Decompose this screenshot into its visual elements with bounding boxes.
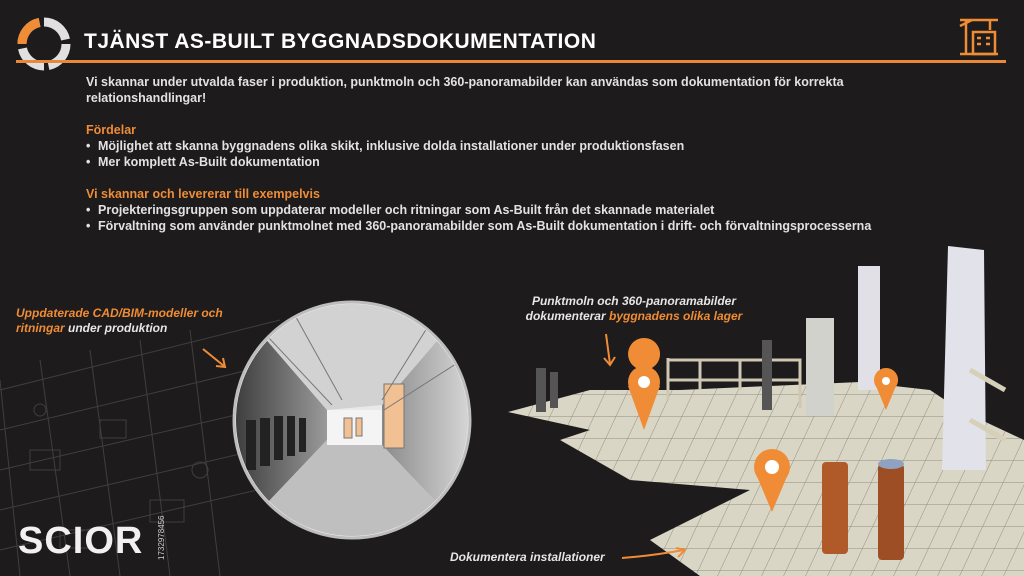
brand-logo: SCIOR [18,520,144,562]
arrow-icon [200,346,230,372]
intro-text: Vi skannar under utvalda faser i produktion, punktmoln och 360-panoramabilder kan användas som dokumentation för korrekta relationshandlingar! [86,75,844,105]
exempel-heading: Vi skannar och levererar till exempelvis [86,187,320,201]
list-item: • Mer komplett As-Built dokumentation [86,154,886,170]
logo-ring-icon [16,16,72,72]
point-cloud-corridor-image [232,300,472,540]
callout-installationer: Dokumentera installationer [450,550,605,564]
callout-highlight: byggnadens olika lager [608,309,743,323]
crane-building-icon [956,12,1002,58]
callout-highlight: Uppdaterade CAD/BIM-modeller och ritningar [16,306,223,335]
arrow-icon [620,546,690,562]
list-item: • Förvaltning som använder punktmolnet med 360-panoramabilder som As-Built dokumentation i drift- och förvaltningsprocesserna [86,218,886,234]
body-text [86,74,886,250]
fordelar-heading: Fördelar [86,123,137,137]
floor-point-cloud-image [500,240,1024,576]
list-item: • Projekteringsgruppen som uppdaterar modeller och ritningar som As-Built från det skannade materialet [86,202,886,218]
callout-text: under produktion [64,321,168,335]
list-item: • Möjlighet att skanna byggnadens olika skikt, inklusive dolda installationer under produktionsfasen [86,138,886,154]
exempel-list [86,202,886,234]
callout-cad-bim [16,306,266,336]
title-divider [16,60,1006,63]
fordelar-list [86,138,886,170]
brand-number: 1732978456 [157,515,166,560]
callout-text: Punktmoln och 360-panoramabilder dokumenterar [525,294,737,323]
page-title: TJÄNST AS-BUILT BYGGNADSDOKUMENTATION [84,30,597,53]
